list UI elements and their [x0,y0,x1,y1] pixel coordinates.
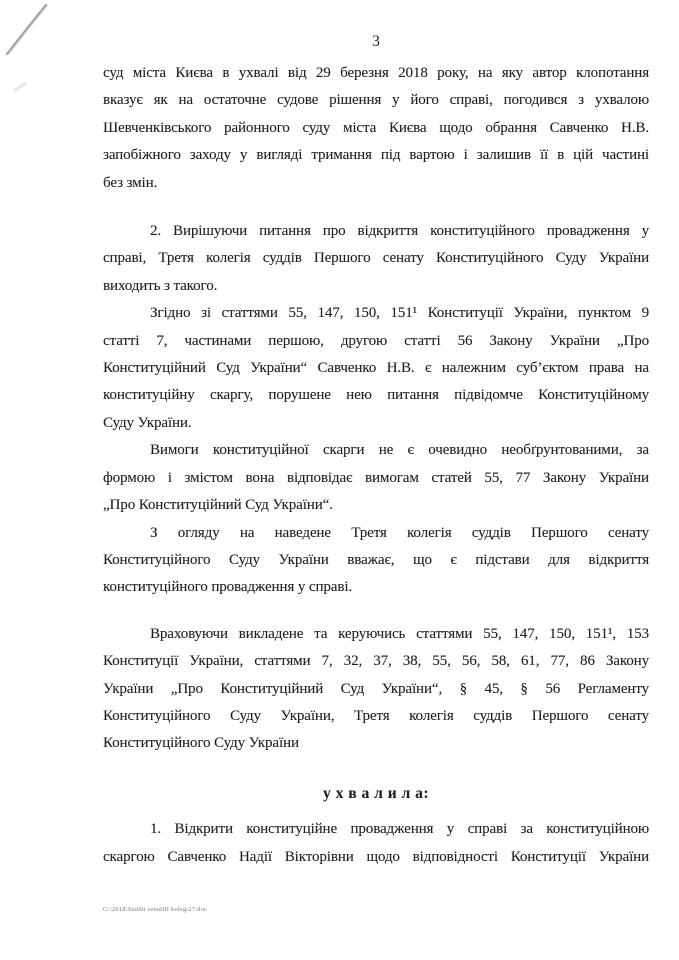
text-line: З огляду на наведене Третя колегія суддів Першого сенату [150,524,649,541]
text-line: справі, Третя колегія суддів Першого сенату Конституційного Суду України [103,250,649,267]
text-line: без змін. [103,174,158,191]
paragraph [103,300,649,437]
text-line: формою і змістом вона відповідає вимогам статей 55, 77 Закону України [103,469,649,486]
text-line: Шевченківського районного суду міста Києва щодо обрання Савченко Н.В. [103,119,649,136]
text-line: 2. Вирішуючи питання про відкриття конституційного провадження у [150,223,649,240]
footer-file-path: G:\2018\Suddii senatIII koleg\27.doc [103,906,208,913]
text-line: конституційного провадження у справі. [103,579,353,596]
text-line: Згідно зі статтями 55, 147, 150, 151¹ Конституції України, пунктом 9 [150,305,649,322]
text-line: „Про Конституційний Суд України“. [103,497,333,514]
paragraph [103,621,649,758]
document-body [103,60,649,871]
decision-heading: у х в а л и л а: [323,784,429,802]
text-line: статті 7, частинами першою, другою статті 56 Закону України „Про [103,332,649,349]
text-line: Суду України. [103,414,192,431]
text-line: вказує як на остаточне судове рішення у його справі, погодився з ухвалою [103,92,649,109]
text-line: Враховуючи викладене та керуючись статтями 55, 147, 150, 151¹, 153 [150,625,649,642]
text-line: виходить з такого. [103,277,218,294]
text-line: України „Про Конституційний Суд України“, § 45, § 56 Регламенту [103,680,649,697]
text-line: суд міста Києва в ухвалі від 29 березня 2018 року, на яку автор клопотання [103,65,649,81]
paragraph [103,816,649,871]
page-number: 3 [372,33,380,50]
text-line: Конституційного Суду України вважає, що є підстави для відкриття [103,551,649,568]
text-line: Вимоги конституційної скарги не є очевидно необґрунтованими, за [150,442,649,459]
paragraph [103,218,649,300]
text-line: Конституції України, статтями 7, 32, 37, 38, 55, 56, 58, 61, 77, 86 Закону [103,653,649,670]
paragraph [103,520,649,602]
text-line: конституційну скаргу, порушене нею питання підвідомче Конституційному [103,387,649,404]
text-line: Конституційний Суд України“ Савченко Н.В. є належним суб’єктом права на [103,360,649,377]
text-line: 1. Відкрити конституційне провадження у справі за конституційною [150,821,649,838]
paragraph [103,437,649,519]
text-line: скаргою Савченко Надії Вікторівни щодо відповідності Конституції України [103,848,649,865]
text-line: запобіжного заходу у вигляді тримання під вартою і залишив її в цій частині [103,147,649,164]
text-line: Конституційного Суду України, Третя колегія суддів Першого сенату [103,707,649,724]
text-line: Конституційного Суду України [103,735,299,752]
pen-mark [0,0,70,110]
paragraph [103,60,649,197]
